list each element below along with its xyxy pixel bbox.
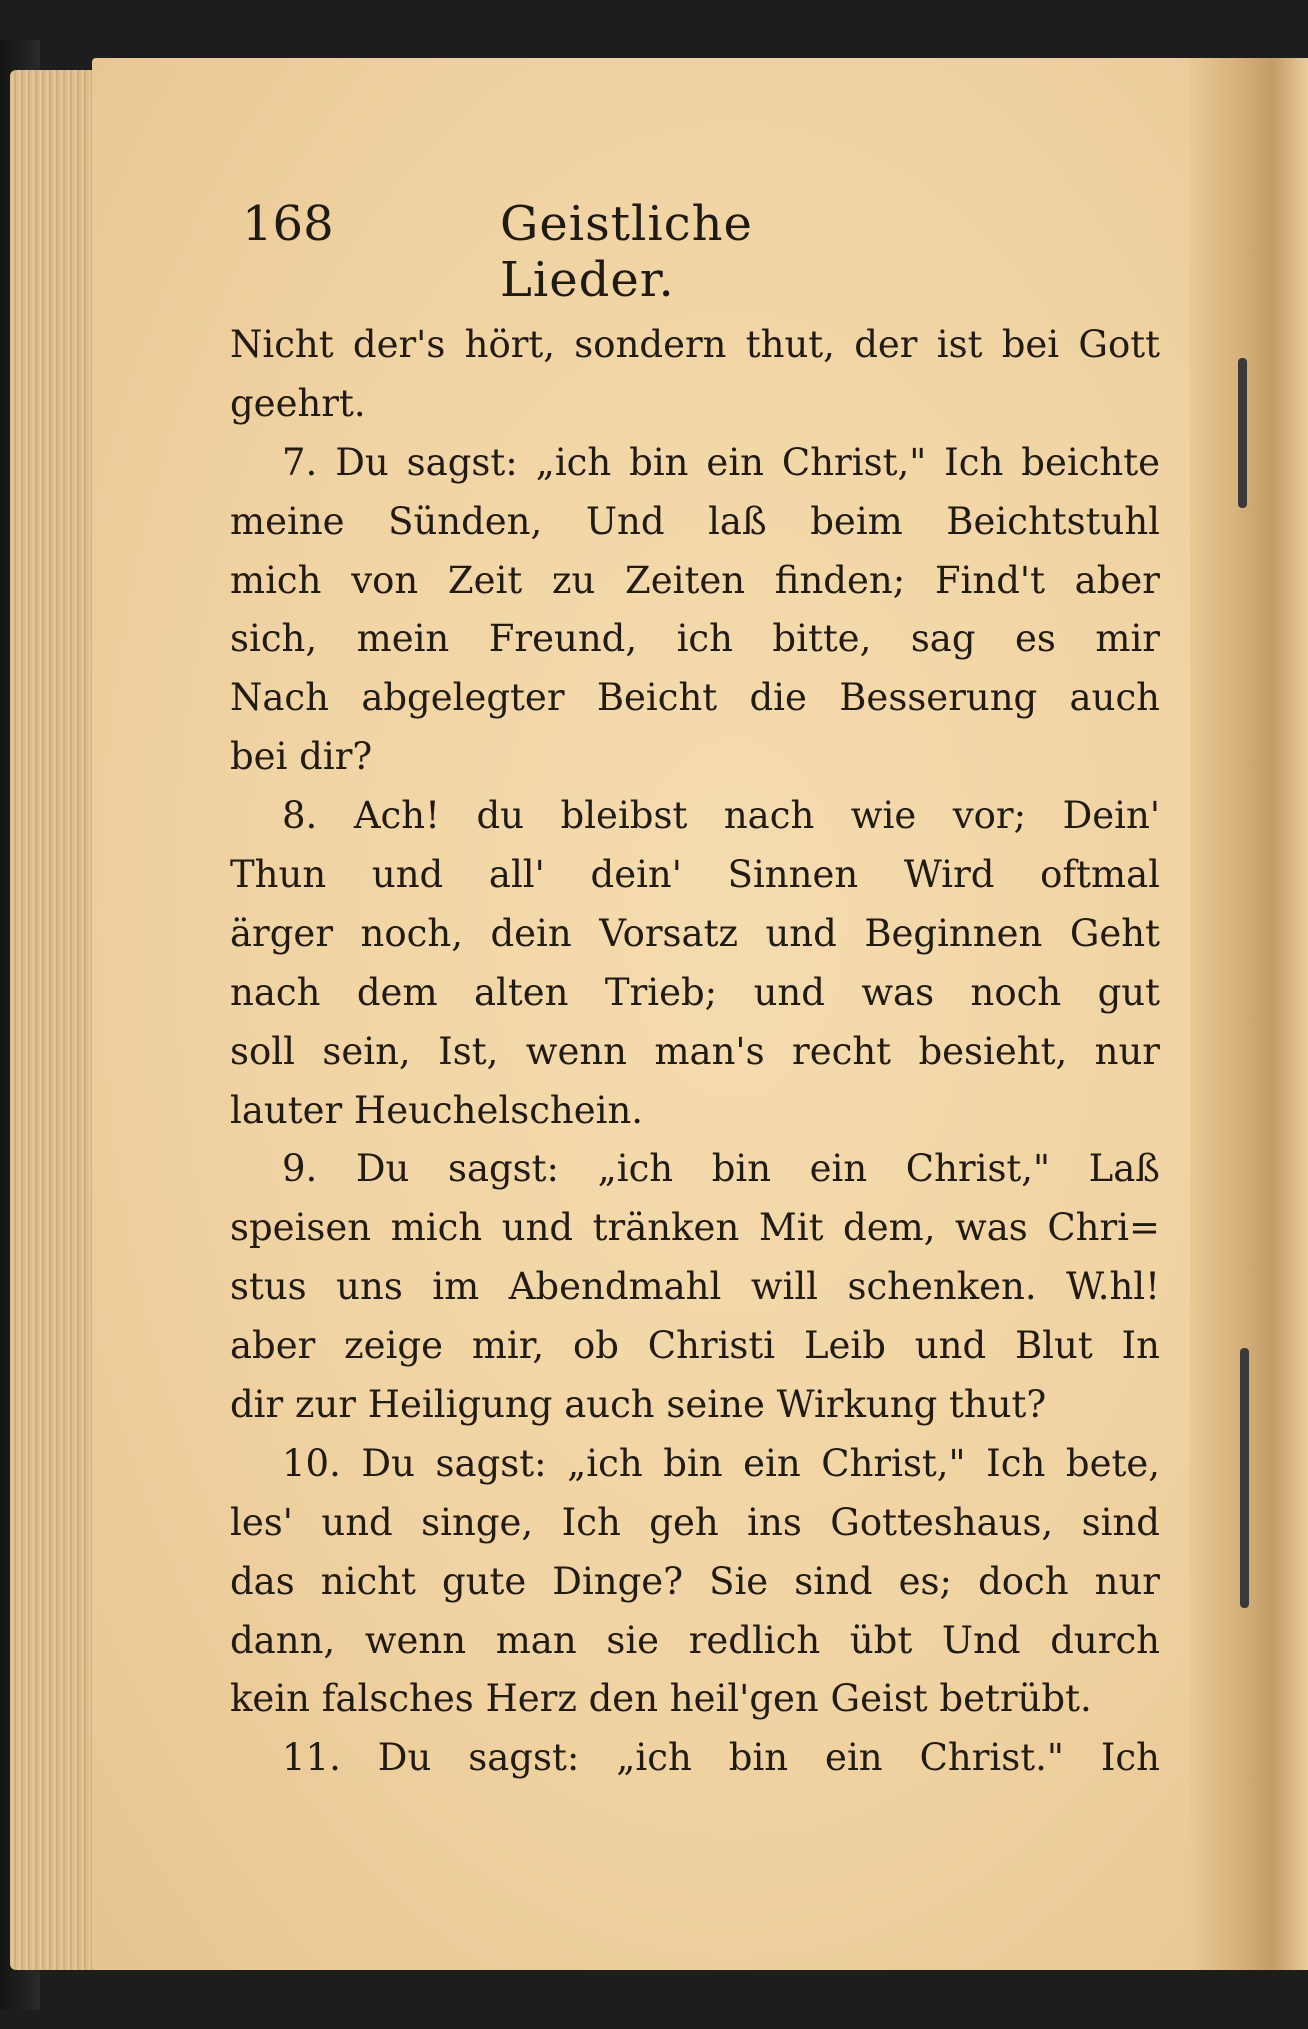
text-line: lauter Heuchelschein. bbox=[230, 1088, 644, 1132]
verse-7-start: 7. Du sagst: „ich bin ein Christ," Ich beichte bbox=[282, 440, 1160, 484]
text-line: geehrt. bbox=[230, 381, 366, 425]
text-line: stus uns im Abendmahl will schenken. W.hl! bbox=[230, 1265, 1160, 1309]
body-text bbox=[230, 316, 1160, 1788]
book-gutter bbox=[1190, 58, 1308, 1970]
text-line: ärger noch, dein Vorsatz und Beginnen Geht bbox=[230, 911, 1160, 955]
page-header bbox=[242, 196, 942, 308]
text-line: Thun und all' dein' Sinnen Wird oftmal bbox=[230, 853, 1160, 897]
gutter-shadow-mark bbox=[1238, 358, 1247, 508]
text-line: bei dir? bbox=[230, 735, 373, 779]
text-line: sich, mein Freund, ich bitte, sag es mir bbox=[230, 617, 1160, 661]
verse-8-start: 8. Ach! du bleibst nach wie vor; Dein' bbox=[282, 794, 1160, 838]
text-line: meine Sünden, Und laß beim Beichtstuhl bbox=[230, 499, 1160, 543]
text-line: dann, wenn man sie redlich übt Und durch bbox=[230, 1618, 1160, 1662]
running-title: Geistliche Lieder. bbox=[500, 196, 753, 308]
text-line: mich von Zeit zu Zeiten finden; Find't aber bbox=[230, 558, 1160, 602]
text-line: speisen mich und tränken Mit dem, was Chri= bbox=[230, 1206, 1160, 1250]
text-line: Nach abgelegter Beicht die Besserung auch bbox=[230, 676, 1160, 720]
text-line: les' und singe, Ich geh ins Gotteshaus, sind bbox=[230, 1500, 1160, 1544]
verse-9-start: 9. Du sagst: „ich bin ein Christ," Laß bbox=[282, 1147, 1160, 1191]
text-line: das nicht gute Dinge? Sie sind es; doch nur bbox=[230, 1559, 1160, 1603]
text-line: soll sein, Ist, wenn man's recht besieht, nur bbox=[230, 1029, 1160, 1073]
verse-10-start: 10. Du sagst: „ich bin ein Christ," Ich bete, bbox=[282, 1441, 1160, 1485]
text-line: nach dem alten Trieb; und was noch gut bbox=[230, 970, 1160, 1014]
page-number: 168 bbox=[242, 196, 334, 252]
verse-11-start: 11. Du sagst: „ich bin ein Christ." Ich bbox=[282, 1736, 1160, 1780]
text-line: dir zur Heiligung auch seine Wirkung thut? bbox=[230, 1383, 1047, 1427]
text-line: Nicht der's hört, sondern thut, der ist bei Gott bbox=[230, 323, 1160, 366]
text-line: kein falsches Herz den heil'gen Geist betrübt. bbox=[230, 1677, 1092, 1721]
gutter-shadow-mark bbox=[1240, 1348, 1249, 1608]
text-line: aber zeige mir, ob Christi Leib und Blut In bbox=[230, 1324, 1160, 1368]
